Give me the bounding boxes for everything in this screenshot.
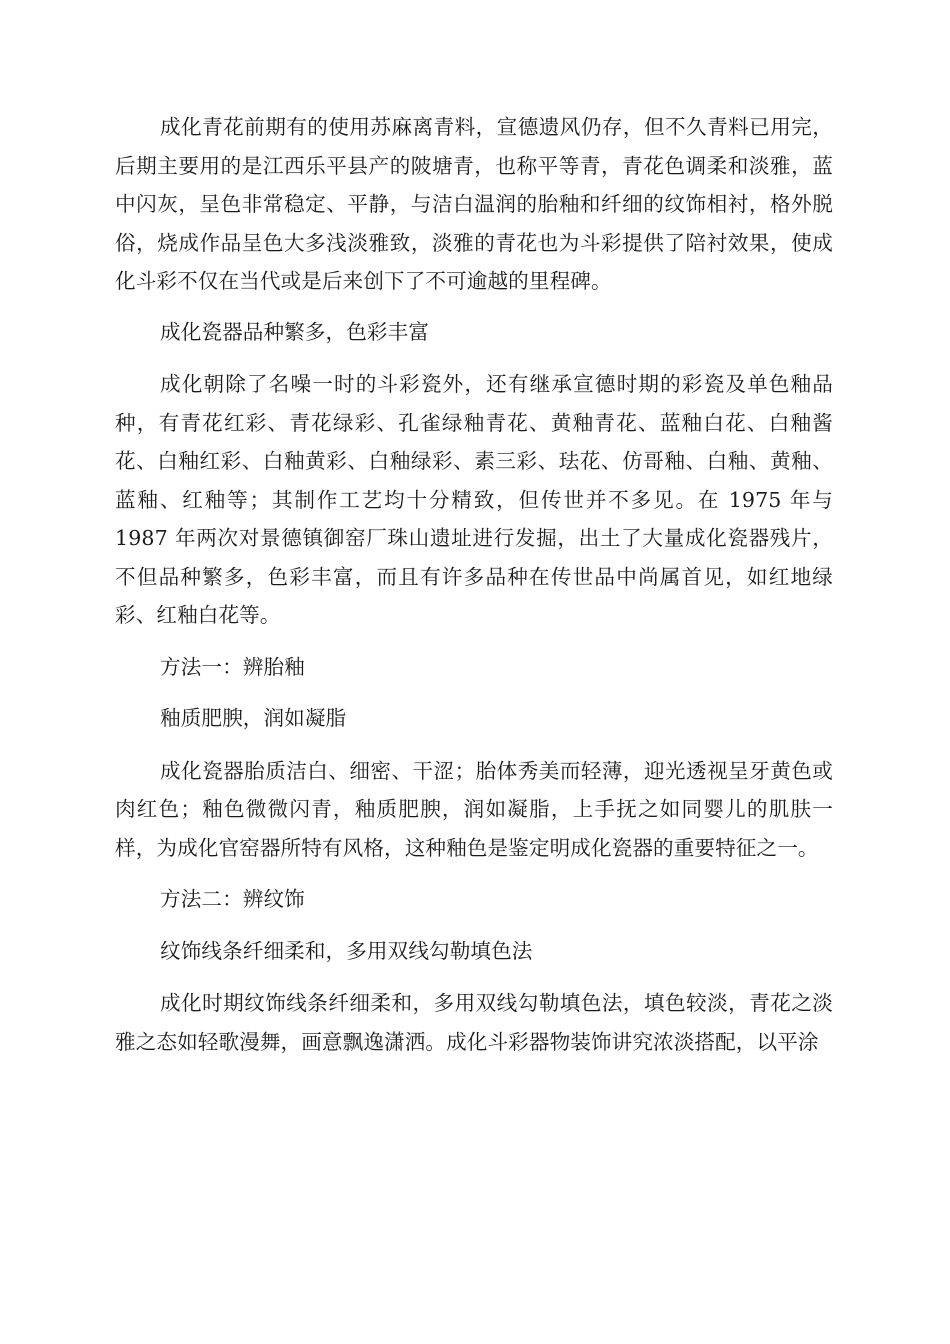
paragraph-glaze: 成化瓷器胎质洁白、细密、干涩；胎体秀美而轻薄，迎光透视呈牙黄色或肉红色；釉色微微闪青，釉质肥腴，润如凝脂，上手抚之如同婴儿的肌肤一样，为成化官窑器所特有风格，这种釉色是鉴定明成化瓷器的重要特征之一。 [115,758,833,860]
subheading-glaze: 釉质肥腴，润如凝脂 [160,706,347,730]
paragraph-decoration: 成化时期纹饰线条纤细柔和，多用双线勾勒填色法，填色较淡，青花之淡雅之态如轻歌漫舞，画意飘逸潇洒。成化斗彩器物装饰讲究浓淡搭配，以平涂 [115,991,833,1054]
document-page [115,108,833,1061]
heading-method-two: 方法二：辨纹饰 [160,887,305,911]
paragraph-blue-white-pigment: 成化青花前期有的使用苏麻离青料，宣德遗风仍存，但不久青料已用完，后期主要用的是江西乐平县产的陂塘青，也称平等青，青花色调柔和淡雅，蓝中闪灰，呈色非常稳定、平静，与洁白温润的胎釉和纤细的纹饰相衬，格外脱俗，烧成作品呈色大多浅淡雅致，淡雅的青花也为斗彩提供了陪衬效果，使成化斗彩不仅在当代或是后来创下了不可逾越的里程碑。 [115,115,833,293]
heading-method-one: 方法一：辨胎釉 [160,654,305,679]
subheading-decoration: 纹饰线条纤细柔和，多用双线勾勒填色法 [160,938,533,963]
paragraph-varieties: 成化朝除了名噪一时的斗彩瓷外，还有继承宣德时期的彩瓷及单色釉品种，有青花红彩、青花绿彩、孔雀绿釉青花、黄釉青花、蓝釉白花、白釉酱花、白釉红彩、白釉黄彩、白釉绿彩、素三彩、珐花、仿哥釉、白釉、黄釉、蓝釉、红釉等；其制作工艺均十分精致，但传世并不多见。在 1975 年与 1987 年两次对景德镇御窑厂珠山遗址进行发掘，出土了大量成化瓷器残片，不但品种繁多，色彩丰富，而且有许多品种在传世品中尚属首见，如红地绿彩、红釉白花等。 [115,372,833,627]
heading-varieties: 成化瓷器品种繁多，色彩丰富 [160,319,430,344]
